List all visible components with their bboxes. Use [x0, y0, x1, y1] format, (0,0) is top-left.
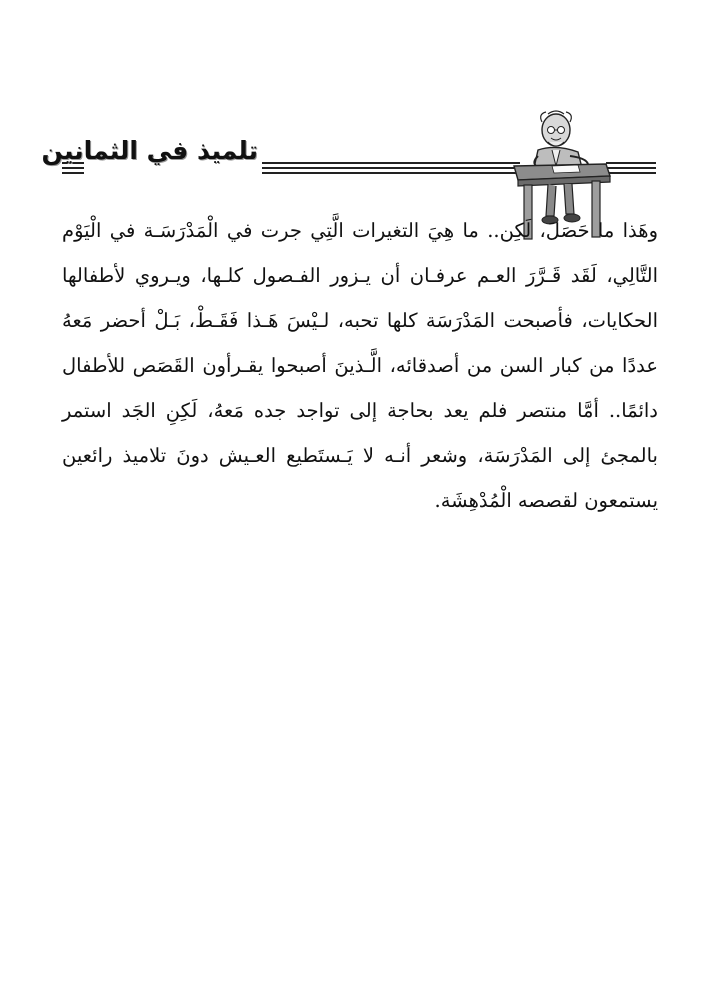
story-paragraph: وهَذا ما حَصَلَ، لَكِن.. ما هِيَ التغيرات الَّتِي جرت في الْمَدْرَسَـة في الْيَوْم التَّالِي، لَقَد قَـرَّرَ العـم عرفـان أن يـزور الفـصول كلـها، ويـروي لأطفالها الحكايات، فأصبحت المَدْرَسَة كلها تحبه، لـيْسَ هَـذا فَقَـطْ، بَـلْ أحضر مَعهُ عددًا من كبار السن من أصدقائه، الَّـذينَ أصبحوا يقـرأون القَصَص للأطفال دائمًا.. أمَّا منتصر فلم يعد بحاجة إلى تواجد جده مَعهُ، لَكِنِ الجَد استمر بالمجئ إلى المَدْرَسَة، وشعر أنـه لا يَـستَطيع العـيش دونَ تلاميذ رائعين يستمعون لقصصه الْمُدْهِشَة. [62, 219, 658, 512]
chapter-title: تلميذ في الثمانين [41, 136, 258, 165]
page-header [0, 50, 720, 200]
story-text [62, 208, 658, 523]
decorative-rule-right [262, 162, 520, 174]
